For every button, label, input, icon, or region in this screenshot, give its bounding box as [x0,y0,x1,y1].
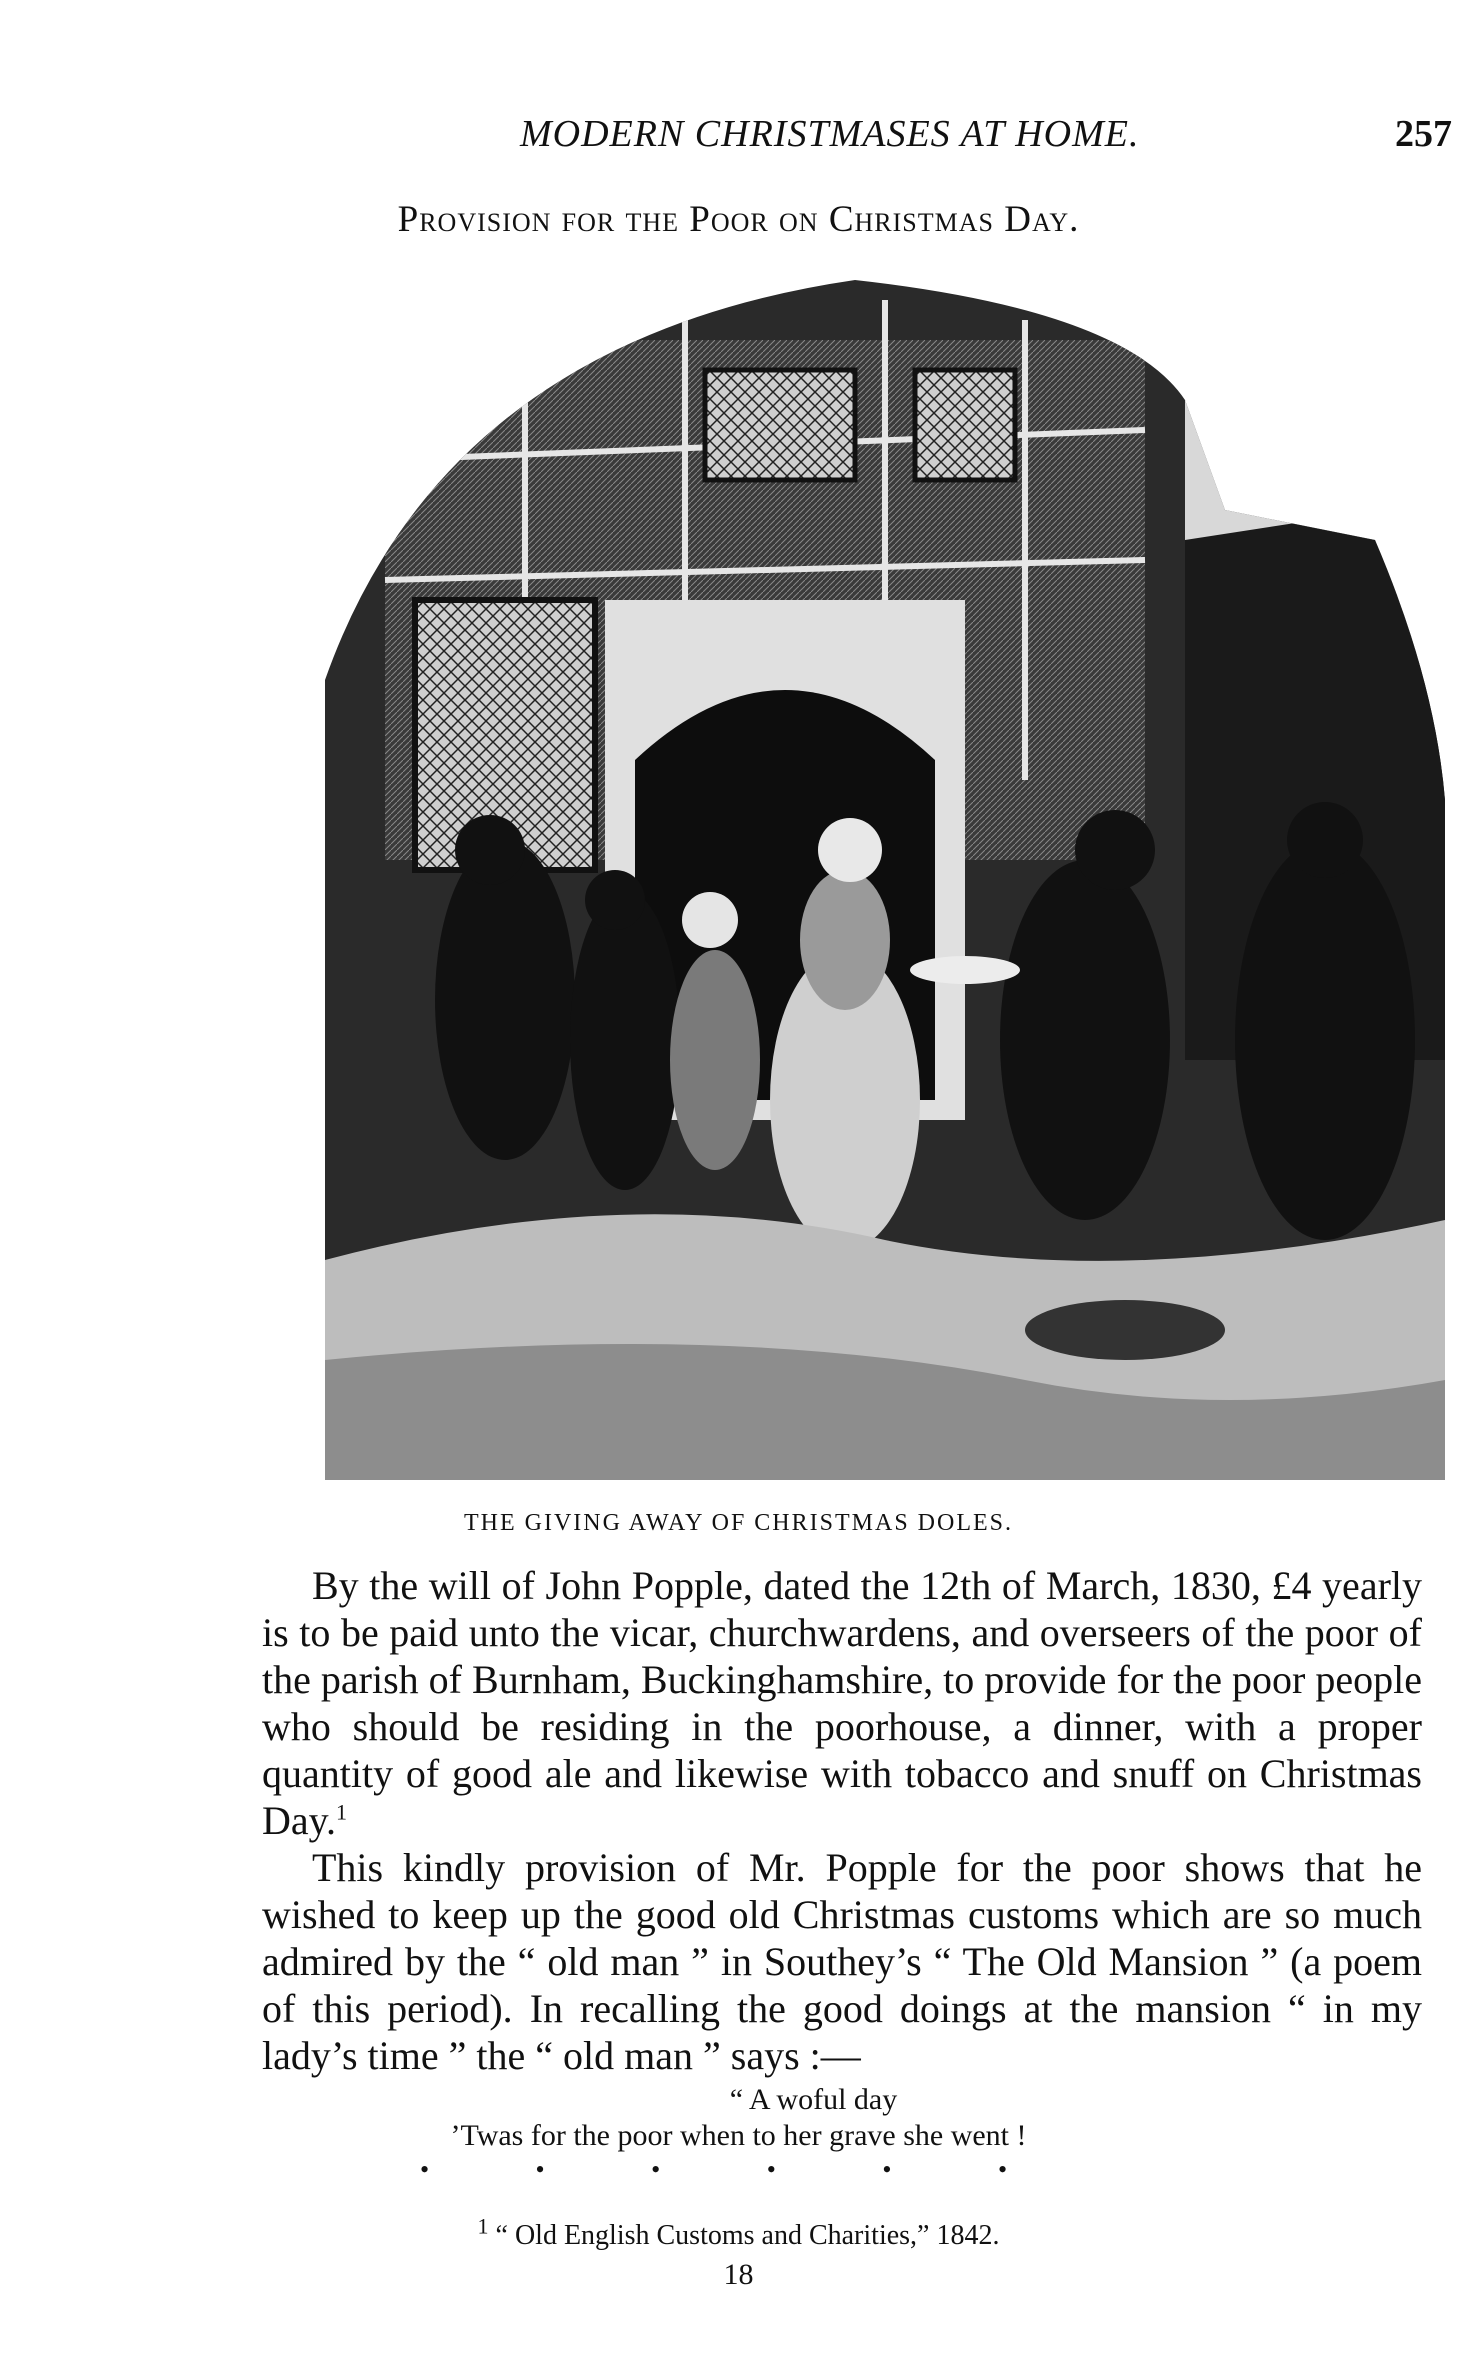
illustration-caption: THE GIVING AWAY OF CHRISTMAS DOLES. [464,1510,1013,1536]
signature-mark: 18 [723,2258,754,2291]
body-text [262,1562,1422,2079]
engraving-illustration [325,280,1445,1480]
poem-quote [0,2082,1477,2154]
paragraph-1-text: By the will of John Popple, dated the 12th of March, 1830, £4 yearly is to be paid unto the vicar, churchwardens, and overseers of the poor of the parish of Burnham, Buckinghamshire, to provide for the poor people who should be residing in the poorhouse, a dinner, with a proper quantity of good ale and likewise with tobacco and snuff on Christmas Day. [262,1563,1422,1843]
paragraph-2: This kindly provision of Mr. Popple for the poor shows that he wished to keep up the good old Christmas customs which are so much admired by the “ old man ” in Southey’s “ The Old Mansion ” (a poem of this period). In recalling the good doings at the mansion “ in my lady’s time ” the “ old man ” says :— [262,1845,1422,2078]
paragraph-1 [262,1562,1422,1844]
footnote-ref: 1 [336,1799,348,1825]
page-number: 257 [1395,113,1452,155]
poem-ellipsis: • • • • • • [419,2155,1058,2184]
footnote-text: “ Old English Customs and Charities,” 1842. [495,2220,1000,2251]
poem-line-2: ’Twas for the poor when to her grave she went ! [450,2119,1027,2152]
section-title: Provision for the Poor on Christmas Day. [397,199,1080,240]
running-head: MODERN CHRISTMASES AT HOME. [520,113,1140,155]
poem-line-1: “ A woful day [729,2083,898,2116]
footnote-marker: 1 [477,2213,489,2239]
footnote [0,2213,1477,2252]
